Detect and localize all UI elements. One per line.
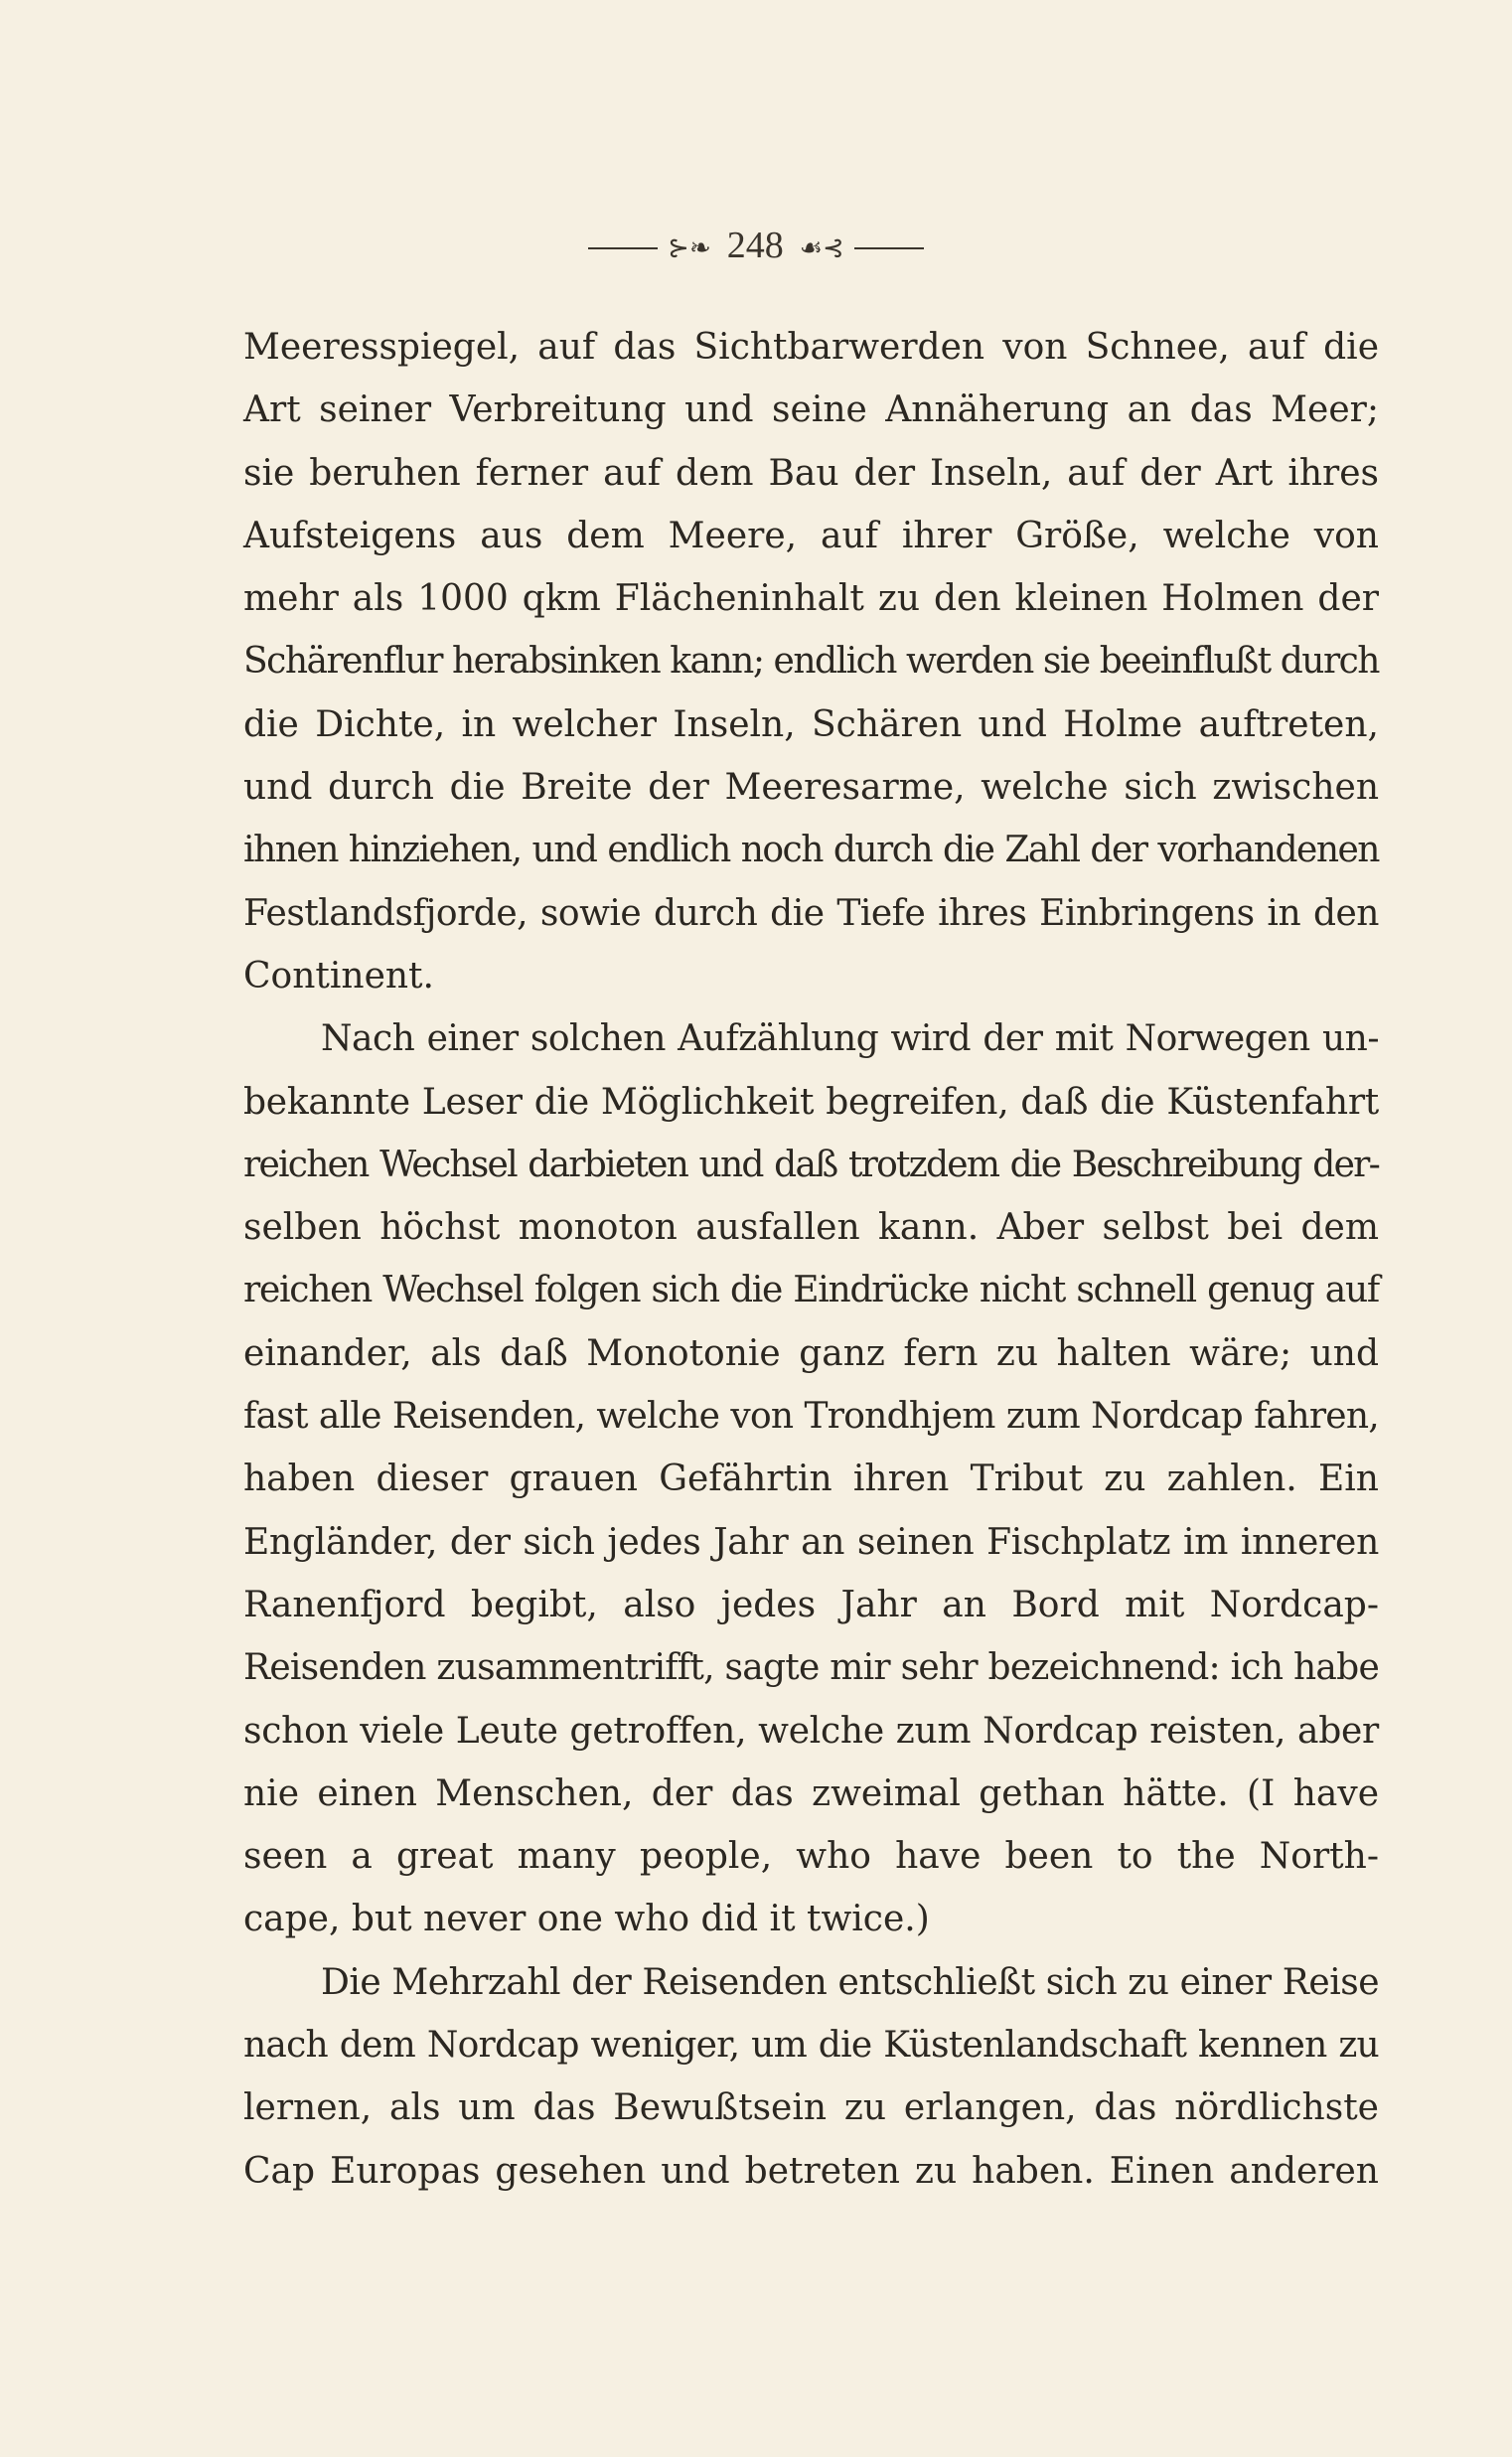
text-line: bekannte Leser die Möglichkeit begreifen, daß die Küstenfahrt [243,1081,1379,1123]
paragraph [243,1951,1379,2203]
text-line: nach dem Nordcap weniger, um die Küstenlandschaft kennen zu [243,2025,1379,2067]
text-line: Aufsteigens aus dem Meere, auf ihrer Größe, welche von [243,515,1379,556]
text-line: reichen Wechsel darbieten und daß trotzdem die Beschreibung der- [243,1144,1379,1185]
text-line: mehr als 1000 qkm Flächeninhalt zu den kleinen Holmen der [243,578,1379,620]
paragraph [243,316,1379,1007]
page-number: 248 [726,225,784,266]
text-line: und durch die Breite der Meeresarme, welche sich zwischen [243,767,1379,809]
text-line: Die Mehrzahl der Reisenden entschließt sich zu einer Reise [321,1961,1379,2003]
text-line: Engländer, der sich jedes Jahr an seinen Fischplatz im inneren [243,1521,1379,1563]
text-line: Ranenfjord begibt, also jedes Jahr an Bord mit Nordcap- [243,1584,1379,1625]
text-line: Reisenden zusammentrifft, sagte mir sehr bezeichnend: ich habe [243,1647,1379,1689]
text-line: sie beruhen ferner auf dem Bau der Inseln, auf der Art ihres [243,452,1379,494]
ornament-right-icon: ☙⊰ [799,233,844,263]
text-line: fast alle Reisenden, welche von Trondhjem zum Nordcap fahren, [243,1396,1379,1438]
text-line: Nach einer solchen Aufzählung wird der mit Norwegen un- [321,1018,1379,1060]
header-rule-left [588,247,658,249]
text-line: Schärenflur herabsinken kann; endlich werden sie beeinflußt durch [243,641,1379,683]
text-line: lernen, als um das Bewußtsein zu erlangen, das nördlichste [243,2087,1379,2129]
text-line: haben dieser grauen Gefährtin ihren Tribut zu zahlen. Ein [243,1459,1379,1500]
text-line: Continent. [243,955,434,997]
body-text [243,316,1379,2203]
text-line: Cap Europas gesehen und betreten zu haben. Einen anderen [243,2150,1379,2192]
text-line: cape, but never one who did it twice.) [243,1899,930,1940]
text-line: selben höchst monoton ausfallen kann. Aber selbst bei dem [243,1207,1379,1249]
text-line: Festlandsfjorde, sowie durch die Tiefe ihres Einbringens in den [243,892,1379,934]
text-line: Art seiner Verbreitung und seine Annäherung an das Meer; [243,389,1379,431]
header-rule-right [854,247,924,249]
paragraph [243,1007,1379,1950]
text-line: einander, als daß Monotonie ganz fern zu halten wäre; und [243,1332,1379,1374]
page-header [0,221,1512,273]
text-line: seen a great many people, who have been to the North- [243,1836,1379,1878]
ornament-left-icon: ⊱❧ [668,233,711,263]
text-line: reichen Wechsel folgen sich die Eindrücke nicht schnell genug auf [243,1270,1379,1311]
text-line: schon viele Leute getroffen, welche zum Nordcap reisten, aber [243,1710,1379,1752]
text-line: Meeresspiegel, auf das Sichtbarwerden von Schnee, auf die [243,327,1379,368]
text-line: nie einen Menschen, der das zweimal gethan hätte. (I have [243,1772,1379,1814]
text-line: ihnen hinziehen, und endlich noch durch die Zahl der vorhandenen [243,830,1379,871]
text-line: die Dichte, in welcher Inseln, Schären und Holme auftreten, [243,703,1379,745]
